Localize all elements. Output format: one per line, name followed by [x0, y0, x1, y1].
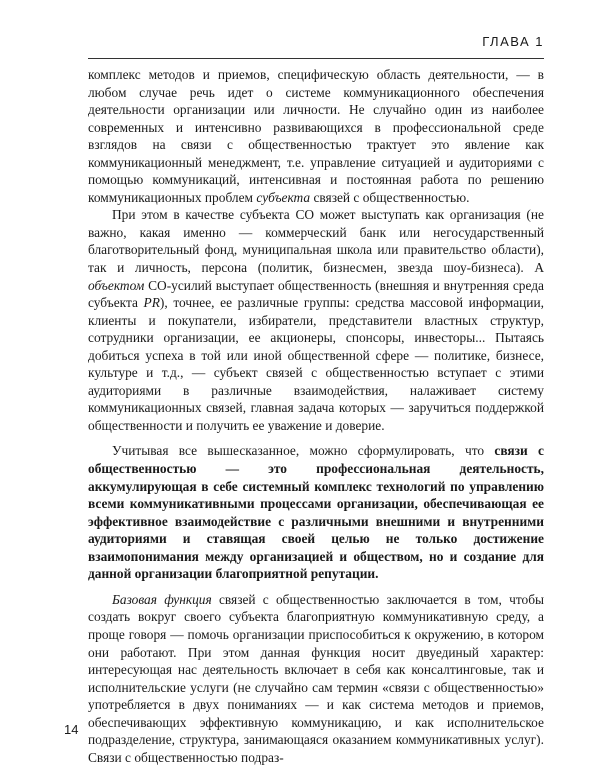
text-run: СО-усилий выступает общественность (внешняя и внутренняя среда субъекта: [88, 277, 544, 311]
page-body: [88, 66, 544, 766]
text-run: связей с общественностью заключается в том, чтобы создать вокруг своего субъекта благоприятную коммуникативную среду, а проще говоря — помочь организации приспособиться к окружению, в котором они работают. При этом данная функция носит двуединый характер: интересующая нас деятельность включает в себя как консалтинговые, так и исполнительские услуги (не случайно сам термин «связи с общественностью» употребляется в двух пониманиях — и как система методов и приемов, обеспечивающих эффективную коммуникацию, и как исполнительское подразделение, структура, занимающаяся оказанием коммуникативных услуг). Связи с общественностью подраз-: [88, 591, 545, 765]
bold-definition: связи с общественностью — это профессиональная деятельность, аккумулирующая в себе системный комплекс технологий по управлению всеми коммуникативными процессами организации, обеспечивающая ее эффективное взаимодействие с различными внешними и внутренними аудиториями и ставящая своей целью не только достижение взаимопонимания между организацией и обществом, но и создание для данной организации благоприятной репутации.: [88, 443, 544, 582]
text-run: связей с общественностью.: [310, 189, 470, 205]
text-run: ), точнее, ее различные группы: средства массовой информации, клиенты и покупатели, избиратели, представители властных структур, сотрудники организации, ее акционеры, спонсоры, инвесторы... Пытаясь добиться успеха в той или иной общественной сфере — политике, бизнесе, культуре и т.д., — субъект связей с общественностью вступает с этими аудиториями в различные взаимодействия, налаживает систему коммуникационных связей, главная задача которых — заручиться поддержкой общественности и получить ее уважение и доверие.: [88, 295, 544, 433]
running-header: ГЛАВА 1: [482, 34, 544, 49]
italic-term: Базовая функция: [112, 591, 212, 607]
paragraph-1: [88, 66, 544, 206]
page-number: 14: [64, 722, 79, 737]
text-run: Учитывая все вышесказанное, можно сформулировать, что: [112, 443, 495, 459]
text-run: При этом в качестве субъекта СО может выступать как организация (не важно, какая именно — коммерческий банк или негосударственный благотворительный фонд, муниципальная школа или правительство области), так и личность, персона (политик, бизнесмен, звезда шоу-бизнеса). А: [88, 207, 544, 276]
paragraph-definition: [88, 442, 544, 582]
header-rule: [88, 58, 544, 59]
paragraph-4: [88, 591, 544, 766]
paragraph-2: [88, 206, 544, 434]
italic-term: субъекта: [256, 189, 311, 205]
italic-term: объектом: [88, 277, 145, 293]
italic-term: PR: [143, 295, 160, 311]
text-run: комплекс методов и приемов, специфическую область деятельности, — в любом случае речь идет о системе коммуникационного обеспечения деятельности организации или личности. Не случайно один из наиболее современных и интенсивно развивающихся в профессиональной среде взглядов на связи с общественностью трактует это явление как коммуникационный менеджмент, т.е. управление ситуацией и аудиториями с помощью коммуникаций, интенсивная и постоянная работа по решению коммуникационных проблем: [88, 67, 544, 205]
